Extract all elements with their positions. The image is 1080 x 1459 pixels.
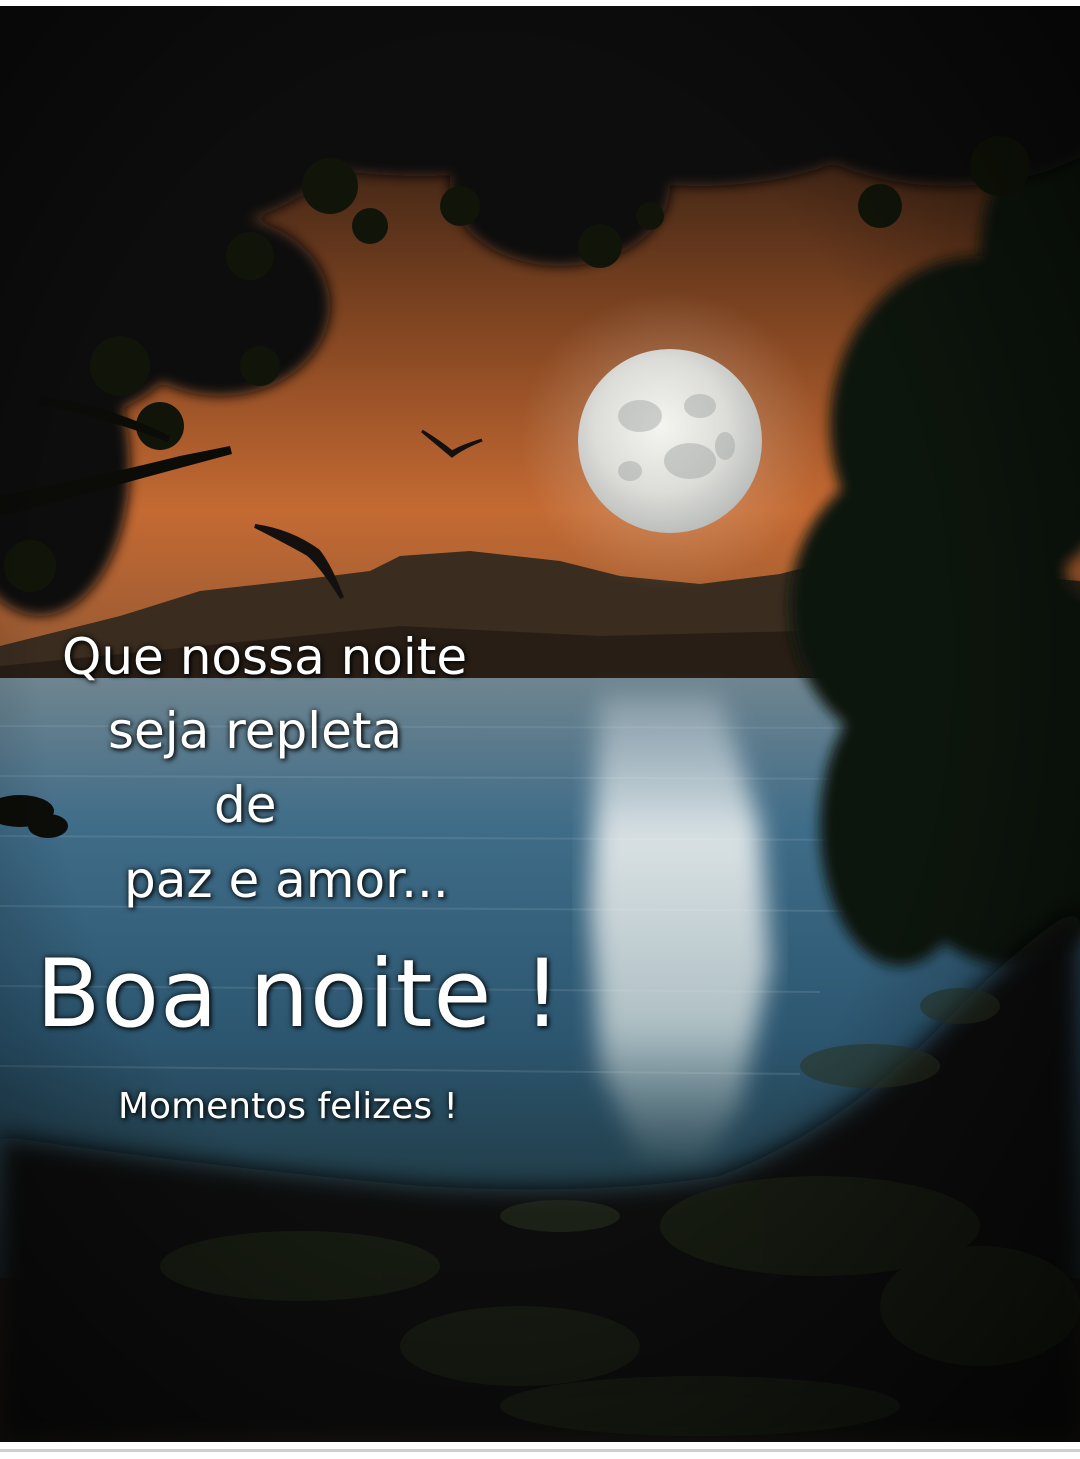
greeting-title: Boa noite ! (36, 940, 562, 1049)
message-line-3: de (214, 776, 277, 834)
greeting-card (0, 6, 1080, 1442)
message-line-1: Que nossa noite (62, 628, 468, 686)
divider (0, 1449, 1080, 1452)
greeting-subtitle: Momentos felizes ! (118, 1086, 458, 1127)
message-line-4: paz e amor... (124, 851, 449, 909)
message-line-2: seja repleta (108, 702, 403, 760)
